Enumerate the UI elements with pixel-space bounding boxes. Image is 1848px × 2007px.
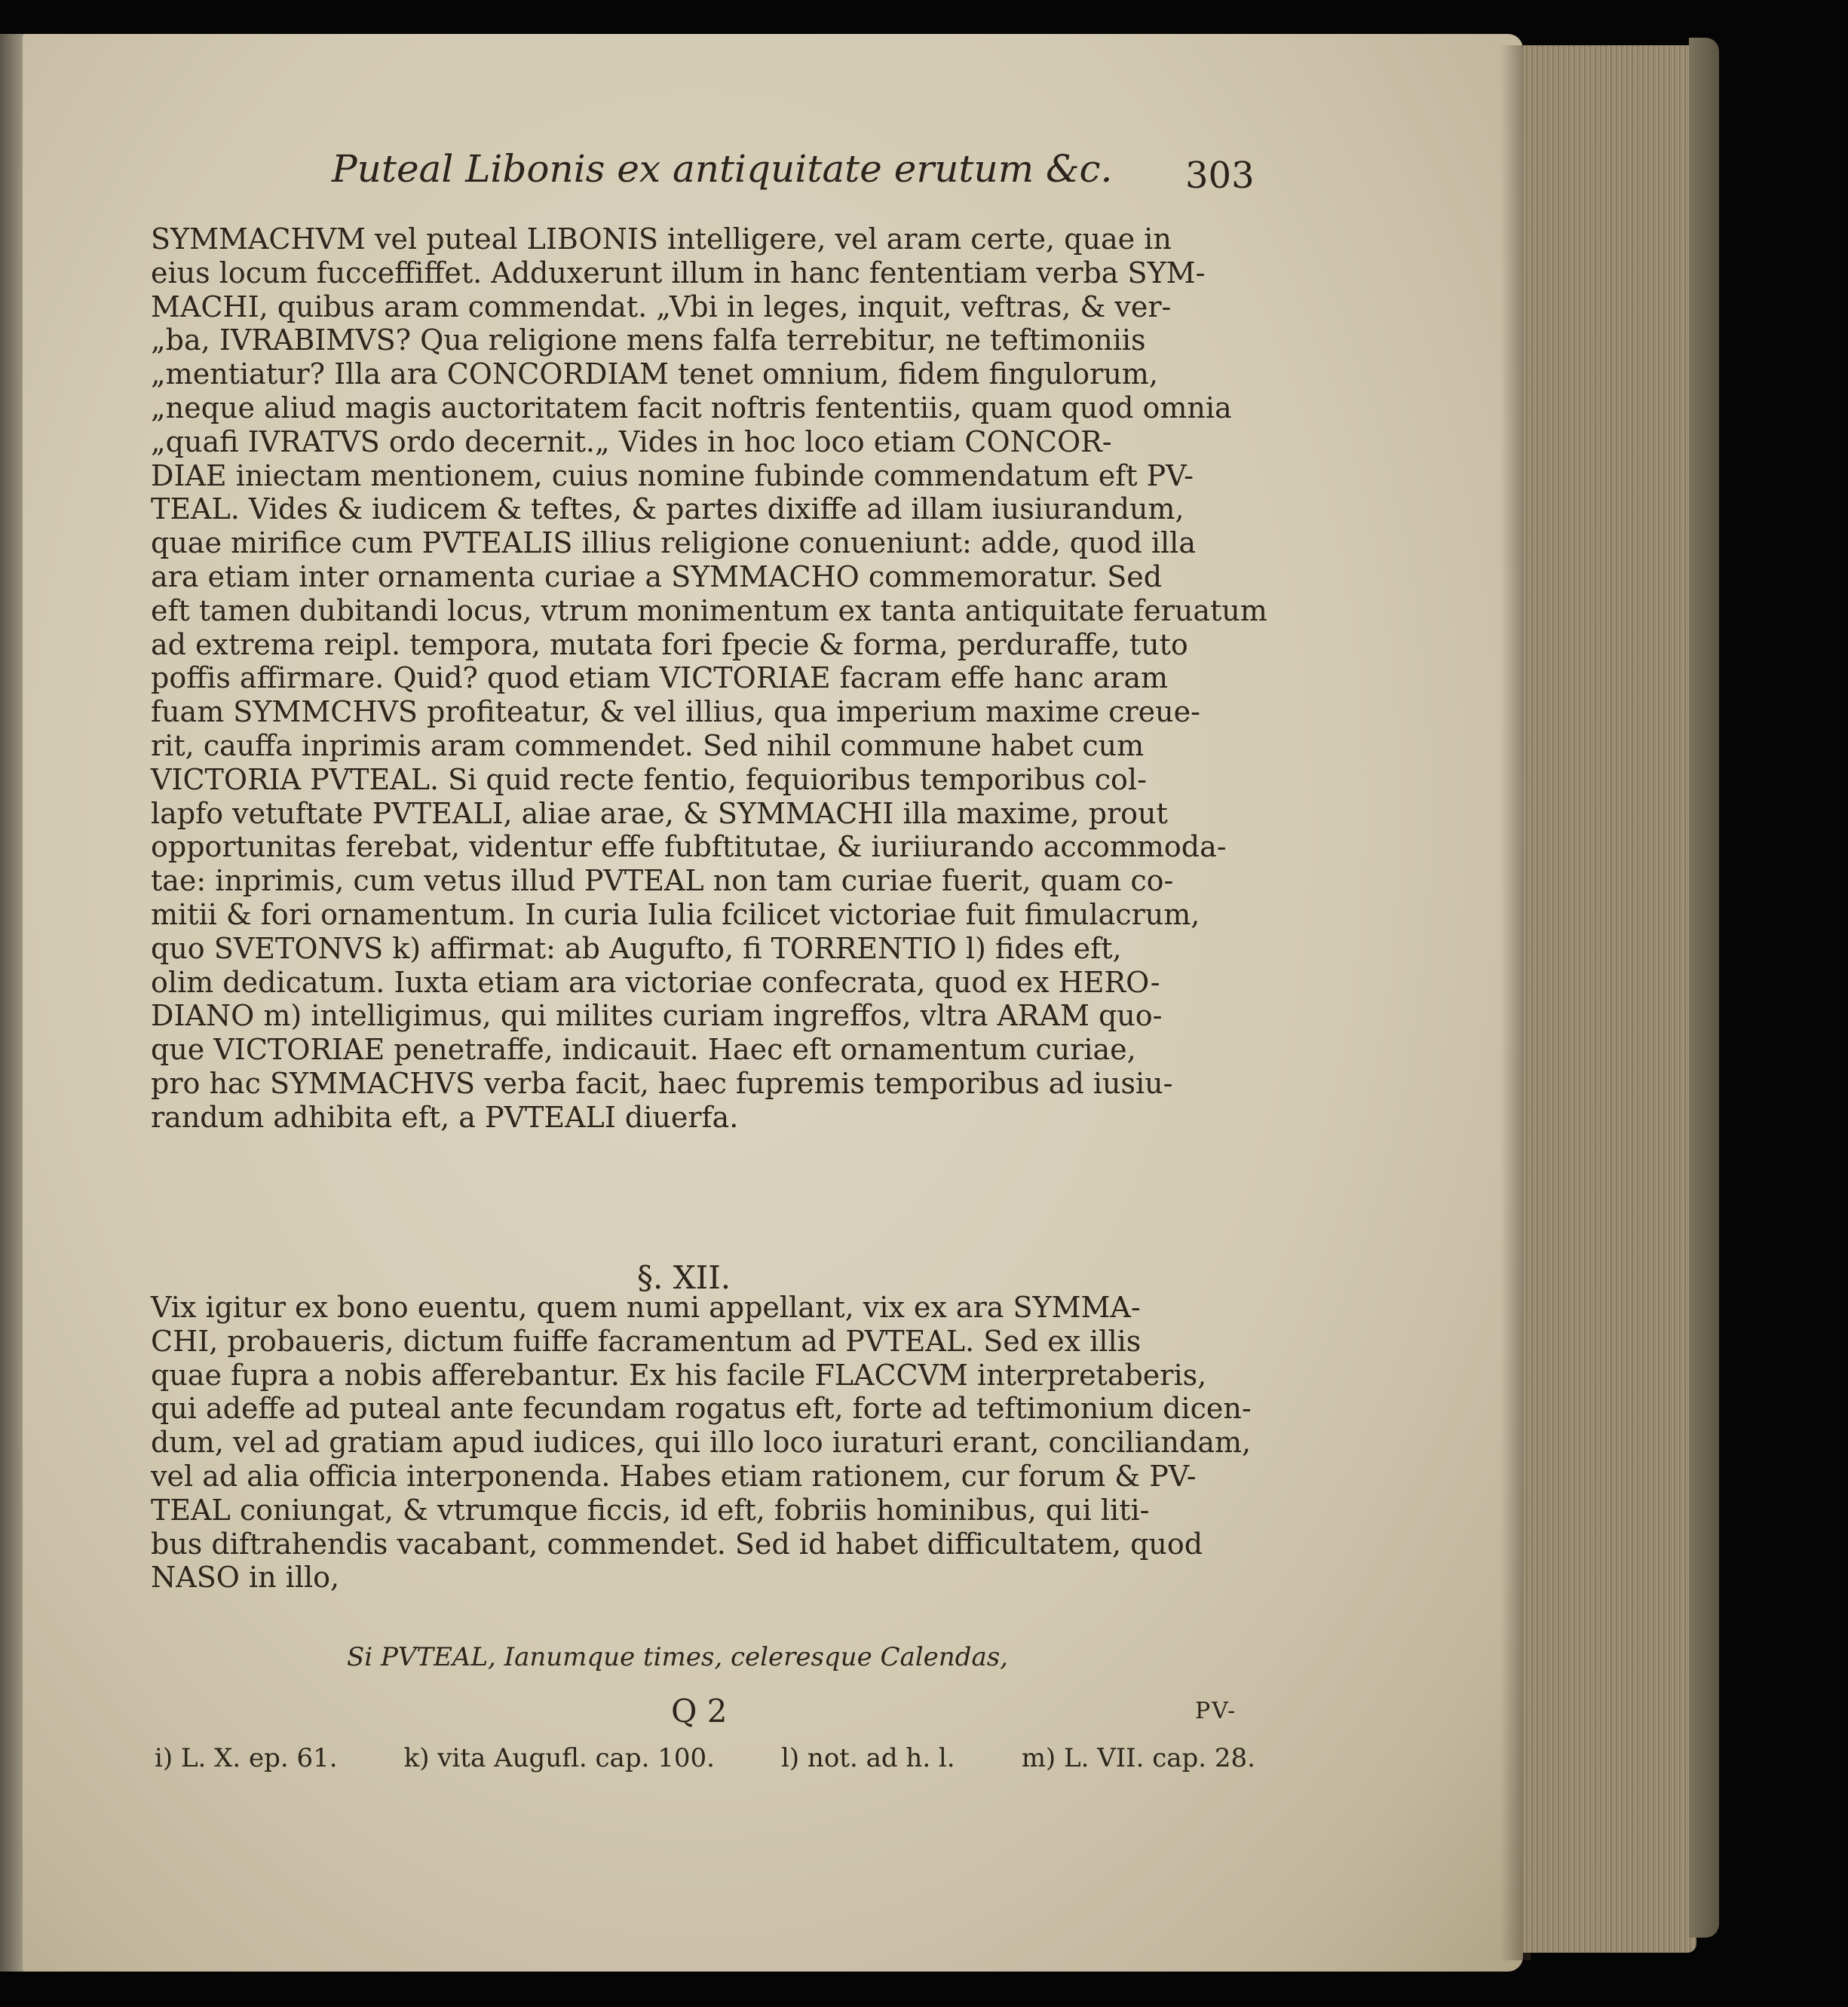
text-line: quae fupra a nobis afferebantur. Ex his facile FLACCVM interpretaberis, — [151, 1358, 1207, 1392]
text-line: Vix igitur ex bono euentu, quem numi appellant, vix ex ara SYMMA- — [151, 1291, 1141, 1324]
text-line: quo SVETONVS k) affirmat: ab Augufto, fi TORRENTIO l) fides eft, — [151, 931, 1122, 965]
text-line: fuam SYMMCHVS profiteatur, & vel illius, qua imperium maxime creue- — [151, 695, 1200, 729]
text-line: olim dedicatum. Iuxta etiam ara victoriae confecrata, quod ex HERO- — [151, 965, 1160, 999]
footnote: l) not. ad h. l. — [780, 1743, 955, 1773]
text-line: lapfo vetuftate PVTEALI, aliae arae, & SYMMACHI illa maxime, prout — [151, 796, 1168, 830]
book-cover-edge — [1689, 38, 1719, 1938]
text-line: „ba, IVRABIMVS? Qua religione mens falfa terrebitur, ne teftimoniis — [151, 323, 1146, 357]
text-line: mitii & fori ornamentum. In curia Iulia fcilicet victoriae fuit fimulacrum, — [151, 897, 1200, 931]
text-line: TEAL. Vides & iudicem & teftes, & partes dixiffe ad illam iusiurandum, — [151, 492, 1184, 526]
text-line: ara etiam inter ornamenta curiae a SYMMACHO commemoratur. Sed — [151, 559, 1163, 593]
text-line: VICTORIA PVTEAL. Si quid recte fentio, fequioribus temporibus col- — [151, 762, 1147, 796]
text-line: opportunitas ferebat, videntur effe fubftitutae, & iuriiurando accommoda- — [151, 830, 1227, 864]
catchword: PV- — [1195, 1698, 1237, 1724]
text-line: DIANO m) intelligimus, qui milites curiam ingreffos, vltra ARAM quo- — [151, 999, 1163, 1033]
text-line: vel ad alia officia interponenda. Habes etiam rationem, cur forum & PV- — [151, 1459, 1197, 1493]
text-line: ad extrema reipl. tempora, mutata fori fpecie & forma, perduraffe, tuto — [151, 627, 1188, 661]
text-line: eius locum fucceffiffet. Adduxerunt illum in hanc fententiam verba SYM- — [151, 256, 1206, 290]
text-line: „mentiatur? Illa ara CONCORDIAM tenet omnium, fidem fingulorum, — [151, 357, 1158, 391]
text-line: dum, vel ad gratiam apud iudices, qui illo loco iuraturi erant, conciliandam, — [151, 1426, 1252, 1460]
text-line: DIAE iniectam mentionem, cuius nomine fubinde commendatum eft PV- — [151, 458, 1194, 492]
footnote: i) L. X. ep. 61. — [155, 1743, 338, 1773]
paragraph-2 — [151, 1291, 1252, 1595]
text-line: que VICTORIAE penetraffe, indicauit. Haec eft ornamentum curiae, — [151, 1033, 1136, 1067]
book-fore-edge — [1523, 45, 1696, 1953]
text-line: eft tamen dubitandi locus, vtrum monimentum ex tanta antiquitate feruatum — [151, 593, 1267, 627]
verse-quotation: Si PVTEAL, Ianumque times, celeresque Calendas, — [347, 1642, 1008, 1672]
text-line: „quafi IVRATVS ordo decernit.„ Vides in hoc loco etiam CONCOR- — [151, 424, 1112, 458]
paragraph-1 — [151, 222, 1267, 1135]
signature-mark: Q 2 — [671, 1693, 728, 1730]
text-line: SYMMACHVM vel puteal LIBONIS intelligere, vel aram certe, quae in — [151, 222, 1172, 256]
running-head: Puteal Libonis ex antiquitate erutum &c. — [332, 147, 1113, 191]
text-line: randum adhibita eft, a PVTEALI diuerfa. — [151, 1100, 739, 1134]
text-line: pro hac SYMMACHVS verba facit, haec fupremis temporibus ad iusiu- — [151, 1066, 1173, 1100]
text-line: CHI, probaueris, dictum fuiffe facramentum ad PVTEAL. Sed ex illis — [151, 1324, 1142, 1358]
text-line: „neque aliud magis auctoritatem facit noftris fententiis, quam quod omnia — [151, 391, 1232, 424]
footnote: k) vita Augufl. cap. 100. — [403, 1743, 715, 1773]
text-line: bus diftrahendis vacabant, commendet. Sed id habet difficultatem, quod — [151, 1527, 1203, 1561]
text-line: MACHI, quibus aram commendat. „Vbi in leges, inquit, veftras, & ver- — [151, 290, 1172, 323]
footnote: m) L. VII. cap. 28. — [1021, 1743, 1255, 1773]
footnotes — [155, 1743, 1255, 1773]
text-line: rit, cauffa inprimis aram commendet. Sed nihil commune habet cum — [151, 728, 1145, 762]
text-line: TEAL coniungat, & vtrumque ficcis, id eft, fobriis hominibus, qui liti- — [151, 1493, 1150, 1527]
text-line: quae mirifice cum PVTEALIS illius religione conueniunt: adde, quod illa — [151, 526, 1196, 560]
text-line: tae: inprimis, cum vetus illud PVTEAL non tam curiae fuerit, quam co- — [151, 864, 1174, 898]
page-number: 303 — [1185, 155, 1255, 197]
text-line: poffis affirmare. Quid? quod etiam VICTORIAE facram effe hanc aram — [151, 661, 1169, 695]
text-line: qui adeffe ad puteal ante fecundam rogatus eft, forte ad teftimonium dicen- — [151, 1392, 1252, 1426]
section-heading: §. XII. — [637, 1259, 731, 1296]
text-line: NASO in illo, — [151, 1561, 340, 1595]
